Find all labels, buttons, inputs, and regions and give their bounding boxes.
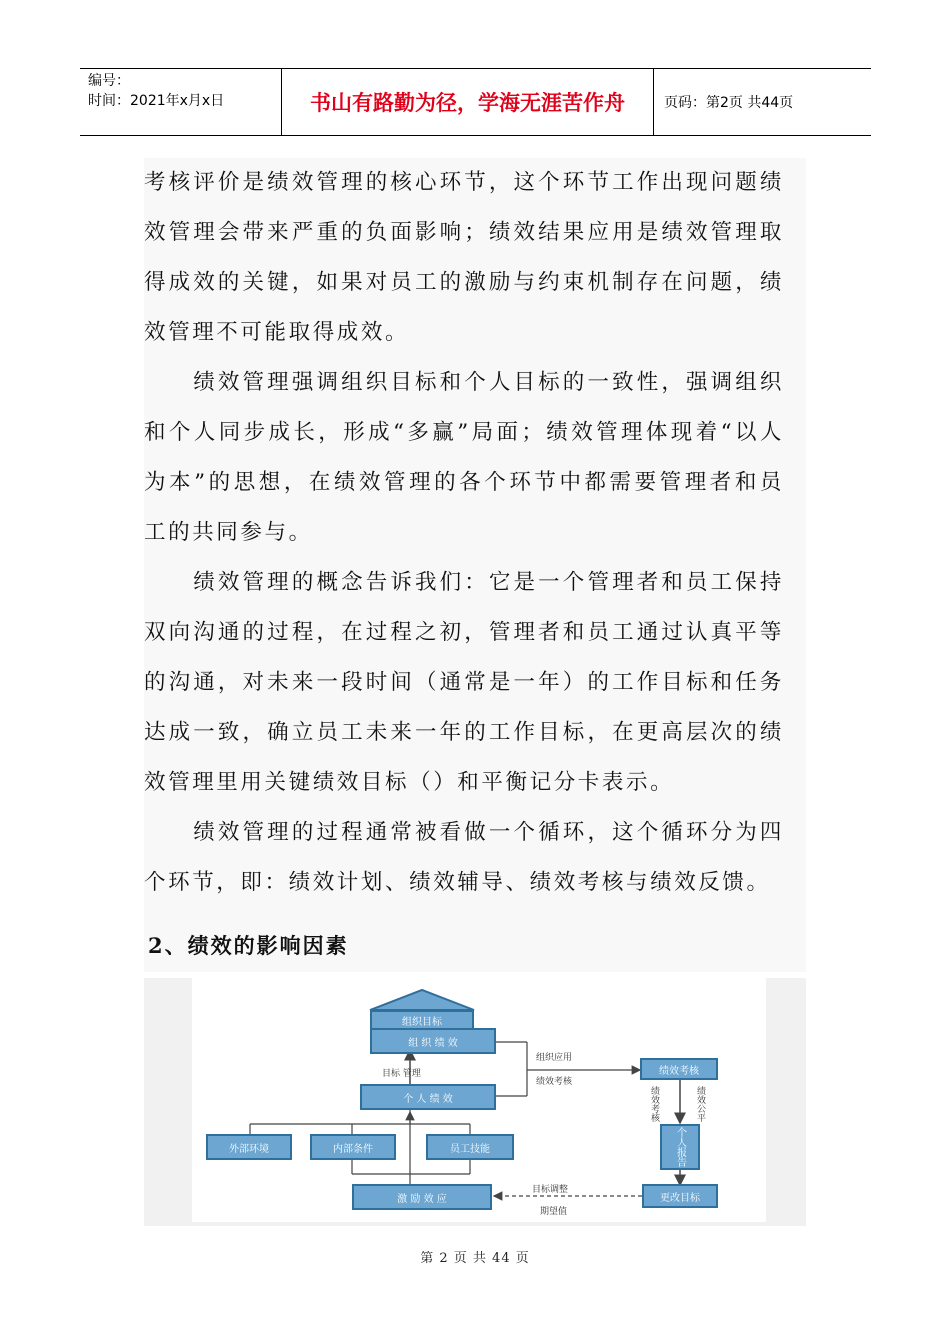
performance-evaluation-node: 绩效考核 — [640, 1058, 718, 1080]
target-mgmt-label: 目标 管理 — [382, 1069, 421, 1079]
figure-container — [144, 978, 806, 1226]
external-environment-node: 外部环境 — [206, 1134, 292, 1160]
paragraph-2: 绩效管理强调组织目标和个人目标的一致性，强调组织和个人同步成长，形成“多赢”局面；绩效管理体现着“以人为本”的思想，在绩效管理的各个环节中都需要管理者和员工的共同参与。 — [144, 370, 784, 545]
internal-conditions-node: 内部条件 — [310, 1134, 396, 1160]
document-number-label: 编号： — [88, 73, 130, 89]
label-expectation: 期望值 — [540, 1207, 568, 1217]
label-goal-adjust: 目标调整 — [532, 1185, 569, 1195]
paragraph-4: 绩效管理的过程通常被看做一个循环，这个循环分为四个环节，即：绩效计划、绩效辅导、绩效考核与绩效反馈。 — [144, 820, 784, 895]
page-footer: 第 2 页 共 44 页 — [420, 1251, 530, 1266]
document-time-label: 时间：2021年x月x日 — [88, 93, 225, 109]
performance-factors-diagram — [192, 978, 766, 1222]
org-goal-node: 组织目标 — [370, 1010, 474, 1028]
header-page-info: 页码：第2页 共44页 — [664, 95, 794, 111]
header-meta — [80, 69, 282, 135]
label-perf-eval: 绩效考核 — [536, 1077, 573, 1087]
label-org-apply: 组织应用 — [536, 1053, 573, 1063]
section-heading: 2、绩效的影响因素 — [148, 933, 349, 958]
header-motto: 书山有路勤为径，学海无涯苦作舟 — [282, 69, 654, 135]
org-performance-node: 组 织 绩 效 — [370, 1028, 496, 1054]
vertical-label-1: 绩效考核 — [649, 1086, 659, 1122]
incentive-effect-node: 激 励 效 应 — [352, 1184, 492, 1210]
body-text-area — [144, 158, 806, 972]
individual-report-node: 个人报告 — [660, 1124, 700, 1170]
paragraph-3: 绩效管理的概念告诉我们：它是一个管理者和员工保持双向沟通的过程，在过程之初，管理者和员工通过认真平等的沟通，对未来一段时间（通常是一年）的工作目标和任务达成一致，确立员工未来一年的工作目标，在更高层次的绩效管理里用关键绩效目标（）和平衡记分卡表示。 — [144, 570, 784, 795]
change-goal-node: 更改目标 — [642, 1184, 718, 1208]
individual-performance-node: 个 人 绩 效 — [360, 1084, 496, 1110]
vertical-label-2: 绩效公平 — [695, 1086, 705, 1122]
page-header — [80, 68, 871, 136]
employee-skills-node: 员工技能 — [426, 1134, 514, 1160]
paragraph-1: 考核评价是绩效管理的核心环节，这个环节工作出现问题绩效管理会带来严重的负面影响；绩效结果应用是绩效管理取得成效的关键，如果对员工的激励与约束机制存在问题，绩效管理不可能取得成效。 — [144, 170, 784, 345]
